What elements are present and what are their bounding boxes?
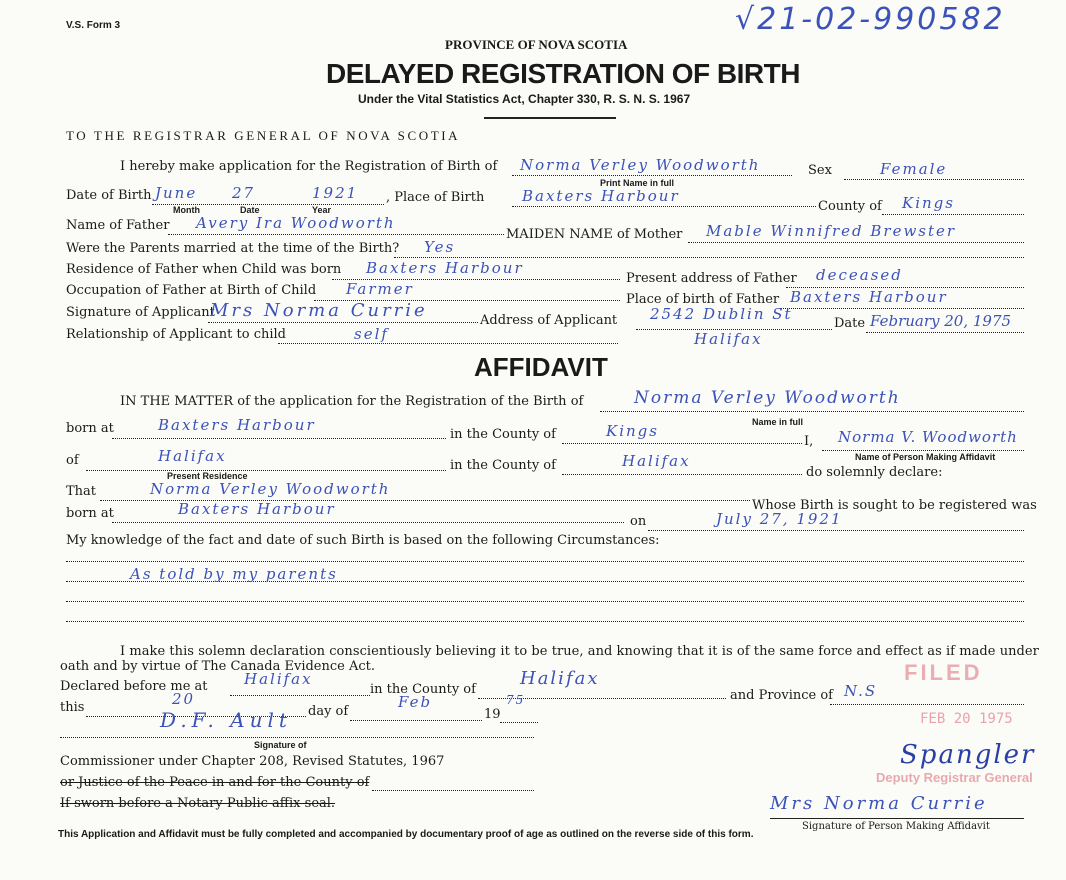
affidavit-intro: IN THE MATTER of the application for the Registration of the Birth of	[120, 394, 584, 409]
circumstances-value: As told by my parents	[130, 565, 338, 583]
affidavit-county-label: in the County of	[450, 427, 556, 442]
affidavit-heading: AFFIDAVIT	[474, 352, 608, 382]
commissioner-signature: D.F. Ault	[160, 708, 292, 732]
province-label: and Province of	[730, 688, 833, 703]
to-registrar: TO THE REGISTRAR GENERAL OF NOVA SCOTIA	[66, 128, 461, 143]
year-value: 75	[506, 693, 526, 707]
sex-value: Female	[880, 160, 948, 178]
year-prefix: 19	[484, 707, 501, 722]
dob-label: Date of Birth	[66, 188, 152, 203]
occupation-label: Occupation of Father at Birth of Child	[66, 283, 317, 298]
declared-before-label: Declared before me at	[60, 679, 208, 694]
present-address-value: deceased	[816, 266, 903, 284]
knowledge-text: My knowledge of the fact and date of such Birth is based on the following Circumstances:	[66, 533, 660, 548]
year-caption: Year	[312, 205, 332, 215]
footer-note: This Application and Affidavit must be fully completed and accompanied by documentary proof of age as outlined on the reverse side of this form.	[58, 829, 754, 840]
father-birthplace-value: Baxters Harbour	[790, 288, 948, 306]
province-value: N.S	[844, 682, 878, 700]
solemnly-declare: do solemnly declare:	[806, 465, 943, 480]
day-of-label: day of	[308, 704, 349, 719]
that-label: That	[66, 484, 97, 499]
place-of-birth-label: , Place of Birth	[386, 190, 485, 205]
registration-number: √21-02-990582	[735, 2, 1006, 37]
affiant-name-caption: Name of Person Making Affidavit	[855, 452, 996, 462]
notary-text: If sworn before a Notary Public affix seal.	[60, 796, 336, 811]
present-residence-caption: Present Residence	[167, 471, 248, 481]
dob-year-value: 1921	[312, 184, 359, 202]
birth-date-value: July 27, 1921	[716, 510, 843, 528]
dob-month-value: June	[155, 184, 198, 202]
born-at2-value: Baxters Harbour	[178, 500, 336, 518]
affiant-signature-caption: Signature of Person Making Affidavit	[802, 821, 990, 832]
whose-birth-text: Whose Birth is sought to be registered was	[752, 498, 1037, 513]
declared-at-value: Halifax	[244, 670, 313, 688]
solemn-declaration-line2: oath and by virtue of The Canada Evidence Act.	[60, 659, 375, 674]
applicant-address-value: 2542 Dublin St	[650, 305, 793, 323]
affidavit-name-value: Norma Verley Woodworth	[634, 388, 901, 408]
place-of-birth-value: Baxters Harbour	[522, 187, 680, 205]
signature-of-caption: Signature of	[254, 740, 307, 750]
of-label: of	[66, 453, 79, 468]
document-subtitle: Under the Vital Statistics Act, Chapter 330, R. S. N. S. 1967	[358, 92, 691, 106]
county-value: Kings	[902, 194, 955, 212]
deputy-registrar-stamp: Deputy Registrar General	[876, 770, 1033, 785]
date-label: Date	[834, 316, 866, 331]
born-at-label: born at	[66, 421, 114, 436]
date-value: February 20, 1975	[870, 312, 1012, 330]
applicant-address-line2: Halifax	[694, 330, 763, 348]
born-at2-label: born at	[66, 506, 114, 521]
applicant-address-label: Address of Applicant	[480, 313, 618, 328]
filed-stamp: FILED	[904, 660, 983, 685]
name-in-full-caption: Name in full	[752, 417, 804, 427]
married-label: Were the Parents married at the time of the Birth?	[66, 241, 400, 256]
affiant-signature: Mrs Norma Currie	[770, 793, 988, 814]
applicant-signature: Mrs Norma Currie	[210, 300, 428, 321]
i-label: I,	[804, 434, 814, 449]
relationship-value: self	[354, 325, 389, 343]
mother-label: MAIDEN NAME of Mother	[506, 227, 683, 242]
present-address-label: Present address of Father	[626, 271, 797, 286]
declared-county-label: in the County of	[370, 682, 476, 697]
application-intro: I hereby make application for the Registration of Birth of	[120, 159, 498, 174]
occupation-value: Farmer	[346, 280, 414, 298]
married-value: Yes	[424, 238, 456, 256]
month-caption-text: Month	[173, 205, 200, 215]
date-caption: Date	[240, 205, 260, 215]
child-name-value: Norma Verley Woodworth	[520, 156, 761, 174]
residence-father-value: Baxters Harbour	[366, 259, 524, 277]
province-heading: PROVINCE OF NOVA SCOTIA	[445, 37, 628, 52]
affidavit-county2-value: Halifax	[622, 452, 691, 470]
commissioner-text: Commissioner under Chapter 208, Revised Statutes, 1967	[60, 754, 445, 769]
solemn-declaration-line1: I make this solemn declaration conscientiously believing it to be true, and knowing that it is of the same force and effect as if made under	[120, 644, 1039, 659]
form-number: V.S. Form 3	[66, 20, 121, 31]
sex-label: Sex	[808, 163, 832, 178]
father-birthplace-label: Place of birth of Father	[626, 292, 780, 307]
applicant-signature-label: Signature of Applicant	[66, 305, 215, 320]
relationship-label: Relationship of Applicant to child	[66, 327, 286, 342]
residence-father-label: Residence of Father when Child was born	[66, 262, 342, 277]
title-rule	[484, 117, 616, 119]
month-value: Feb	[398, 693, 433, 711]
affiant-signature-line	[770, 818, 1024, 819]
mother-value: Mable Winnifred Brewster	[706, 222, 957, 240]
filed-date-stamp: FEB 20 1975	[920, 711, 1013, 727]
county-label: County of	[818, 199, 882, 214]
print-name-caption: Print Name in full	[600, 178, 675, 188]
residence-value: Halifax	[158, 447, 227, 465]
declared-county-value: Halifax	[520, 668, 600, 689]
born-at-value: Baxters Harbour	[158, 416, 316, 434]
document-title: DELAYED REGISTRATION OF BIRTH	[326, 58, 800, 89]
affidavit-county2-label: in the County of	[450, 458, 556, 473]
this-label: this	[60, 700, 85, 715]
registrar-signature: Spangler	[900, 740, 1036, 770]
day-value: 20	[172, 690, 196, 708]
that-name-value: Norma Verley Woodworth	[150, 480, 391, 498]
affiant-name-value: Norma V. Woodworth	[838, 428, 1018, 446]
on-label: on	[630, 514, 647, 529]
affidavit-county-value: Kings	[606, 422, 659, 440]
dob-date-value: 27	[232, 184, 256, 202]
father-label: Name of Father	[66, 218, 170, 233]
justice-text: or Justice of the Peace in and for the County of	[60, 775, 370, 790]
father-value: Avery Ira Woodworth	[196, 214, 396, 232]
